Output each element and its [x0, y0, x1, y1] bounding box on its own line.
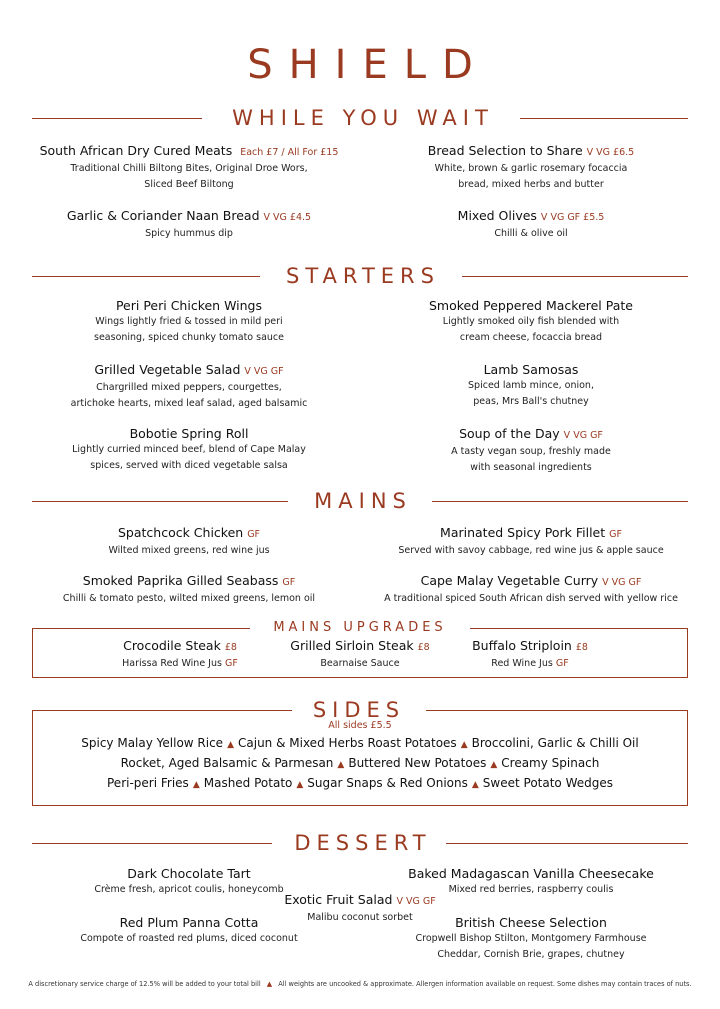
- item-desc: Compote of roasted red plums, diced coconut: [80, 933, 298, 944]
- section-header-wait: [0, 106, 720, 130]
- item-name: Garlic & Coriander Naan Bread: [66, 208, 260, 223]
- item-name: Spatchcock Chicken: [117, 525, 244, 540]
- item-desc: Lightly smoked oily fish blended with: [442, 316, 620, 327]
- item-desc: Spicy hummus dip: [145, 228, 233, 239]
- item-tag: V VG GF £5.5: [540, 212, 605, 223]
- footer-note: [0, 980, 720, 988]
- menu-item: [366, 525, 696, 559]
- triangle-icon: ▲: [266, 980, 273, 988]
- side-item: Broccolini, Garlic & Chilli Oil: [471, 736, 639, 750]
- section-header-dessert: [0, 831, 720, 855]
- upgrades-title: MAINS UPGRADES: [250, 620, 470, 636]
- item-name: Peri Peri Chicken Wings: [115, 298, 263, 313]
- item-desc: peas, Mrs Ball's chutney: [473, 396, 589, 407]
- upgrade-item: [270, 638, 450, 672]
- menu-item: [24, 208, 354, 242]
- item-name: Dark Chocolate Tart: [127, 866, 251, 881]
- triangle-icon: ▲: [471, 780, 479, 790]
- sides-title: SIDES: [292, 698, 426, 722]
- item-desc: A traditional spiced South African dish served with yellow rice: [384, 593, 678, 604]
- section-title-starters: STARTERS: [286, 264, 440, 288]
- item-desc: A tasty vegan soup, freshly made: [451, 446, 611, 457]
- item-name: Marinated Spicy Pork Fillet: [440, 525, 606, 540]
- item-name: Bobotie Spring Roll: [129, 426, 249, 441]
- item-desc: Wings lightly fried & tossed in mild peri: [95, 316, 283, 327]
- section-title-mains: MAINS: [314, 489, 412, 513]
- item-desc: Sliced Beef Biltong: [144, 179, 234, 190]
- item-desc: Served with savoy cabbage, red wine jus & apple sauce: [398, 545, 664, 556]
- sides-row: [0, 753, 720, 775]
- sides-row: [0, 773, 720, 795]
- side-item: Creamy Spinach: [501, 756, 600, 770]
- footer-service-charge: A discretionary service charge of 12.5% will be added to your total bill: [28, 980, 261, 988]
- menu-item: [24, 298, 354, 346]
- menu-item: [24, 525, 354, 559]
- menu-item: [366, 426, 696, 476]
- triangle-icon: ▲: [337, 760, 345, 770]
- item-tag: GF: [247, 529, 261, 540]
- section-title-wait: WHILE YOU WAIT: [232, 106, 494, 130]
- item-desc: Spiced lamb mince, onion,: [468, 380, 594, 391]
- item-tag: GF: [555, 658, 569, 669]
- item-desc: White, brown & garlic rosemary focaccia: [434, 163, 628, 174]
- menu-item: [24, 426, 354, 474]
- item-desc: cream cheese, focaccia bread: [459, 332, 603, 343]
- menu-item: [24, 915, 354, 947]
- triangle-icon: ▲: [227, 740, 234, 750]
- item-tag: V VG GF: [563, 430, 603, 441]
- item-name: Lamb Samosas: [483, 362, 579, 377]
- item-desc: Traditional Chilli Biltong Bites, Original Droe Wors,: [70, 163, 308, 174]
- item-name: Buffalo Striploin: [472, 638, 572, 653]
- item-desc: Lightly curried minced beef, blend of Cape Malay: [72, 444, 306, 455]
- brand-title: SHIELD: [247, 42, 489, 88]
- item-name: South African Dry Cured Meats: [39, 143, 233, 158]
- side-item: Peri-peri Fries: [107, 776, 189, 790]
- item-desc: Chilli & olive oil: [494, 228, 568, 239]
- item-desc: Mixed red berries, raspberry coulis: [448, 884, 614, 895]
- item-name: Baked Madagascan Vanilla Cheesecake: [408, 866, 654, 881]
- item-tag: V VG GF: [244, 366, 284, 377]
- menu-item: [24, 143, 354, 193]
- item-desc: seasoning, spiced chunky tomato sauce: [94, 332, 284, 343]
- item-name: Cape Malay Vegetable Curry: [420, 573, 599, 588]
- item-desc: Red Wine Jus: [491, 658, 553, 669]
- item-desc: Cheddar, Cornish Brie, grapes, chutney: [437, 949, 625, 960]
- item-price: £8: [575, 642, 588, 653]
- menu-item: [366, 298, 696, 346]
- item-tag: V VG GF: [602, 577, 642, 588]
- triangle-icon: ▲: [192, 780, 200, 790]
- item-desc: Chilli & tomato pesto, wilted mixed greens, lemon oil: [62, 593, 316, 604]
- item-tag: V VG GF: [396, 896, 436, 907]
- item-tag: V VG £6.5: [586, 147, 635, 158]
- item-name: Exotic Fruit Salad: [284, 892, 393, 907]
- item-name: Grilled Vegetable Salad: [94, 362, 241, 377]
- item-desc: Crème fresh, apricot coulis, honeycomb: [94, 884, 284, 895]
- item-price: £8: [224, 642, 237, 653]
- menu-item: [366, 208, 696, 242]
- item-tag: GF: [225, 658, 238, 669]
- menu-item: [356, 573, 706, 607]
- section-title-dessert: DESSERT: [294, 831, 432, 855]
- triangle-icon: ▲: [296, 780, 304, 790]
- item-tag: V VG £4.5: [263, 212, 312, 223]
- item-tag: GF: [282, 577, 296, 588]
- sides-row: [0, 733, 720, 755]
- section-header-starters: [0, 264, 720, 288]
- item-desc: Cropwell Bishop Stilton, Montgomery Farmhouse: [415, 933, 647, 944]
- sides-note: All sides £5.5: [328, 720, 392, 731]
- item-desc: with seasonal ingredients: [470, 462, 592, 473]
- side-item: Buttered New Potatoes: [348, 756, 487, 770]
- menu-item: [24, 573, 354, 607]
- item-desc: Harissa Red Wine Jus: [122, 658, 222, 669]
- item-name: Smoked Peppered Mackerel Pate: [429, 298, 633, 313]
- item-name: Red Plum Panna Cotta: [119, 915, 259, 930]
- section-header-mains: [0, 489, 720, 513]
- side-item: Cajun & Mixed Herbs Roast Potatoes: [238, 736, 457, 750]
- menu-item: [24, 362, 354, 412]
- side-item: Spicy Malay Yellow Rice: [81, 736, 224, 750]
- item-tag: GF: [609, 529, 622, 540]
- item-name: Smoked Paprika Gilled Seabass: [82, 573, 279, 588]
- menu-item: [366, 915, 696, 963]
- item-desc: spices, served with diced vegetable salsa: [90, 460, 288, 471]
- item-desc: Bearnaise Sauce: [320, 658, 400, 669]
- item-desc: Chargrilled mixed peppers, courgettes,: [96, 382, 282, 393]
- item-name: Crocodile Steak: [123, 638, 221, 653]
- side-item: Rocket, Aged Balsamic & Parmesan: [120, 756, 334, 770]
- item-desc: Wilted mixed greens, red wine jus: [108, 545, 270, 556]
- upgrade-item: [440, 638, 620, 672]
- item-desc: bread, mixed herbs and butter: [458, 179, 604, 190]
- item-desc: Malibu coconut sorbet: [307, 912, 413, 923]
- triangle-icon: ▲: [490, 760, 498, 770]
- triangle-icon: ▲: [460, 740, 468, 750]
- side-item: Sugar Snaps & Red Onions: [307, 776, 468, 790]
- menu-item: [366, 362, 696, 410]
- item-name: Grilled Sirloin Steak: [290, 638, 414, 653]
- side-item: Mashed Potato: [203, 776, 293, 790]
- item-desc: artichoke hearts, mixed leaf salad, aged balsamic: [70, 398, 308, 409]
- menu-item: [366, 143, 696, 193]
- side-item: Sweet Potato Wedges: [482, 776, 613, 790]
- item-name: Soup of the Day: [459, 426, 560, 441]
- item-name: British Cheese Selection: [455, 915, 607, 930]
- item-tag: Each £7 / All For £15: [240, 147, 339, 158]
- item-name: Bread Selection to Share: [427, 143, 583, 158]
- item-price: £8: [417, 642, 430, 653]
- footer-allergen-info: All weights are uncooked & approximate. Allergen information available on request. Some dishes may contain traces of nuts.: [278, 980, 692, 988]
- item-name: Mixed Olives: [457, 208, 537, 223]
- upgrade-item: [90, 638, 270, 672]
